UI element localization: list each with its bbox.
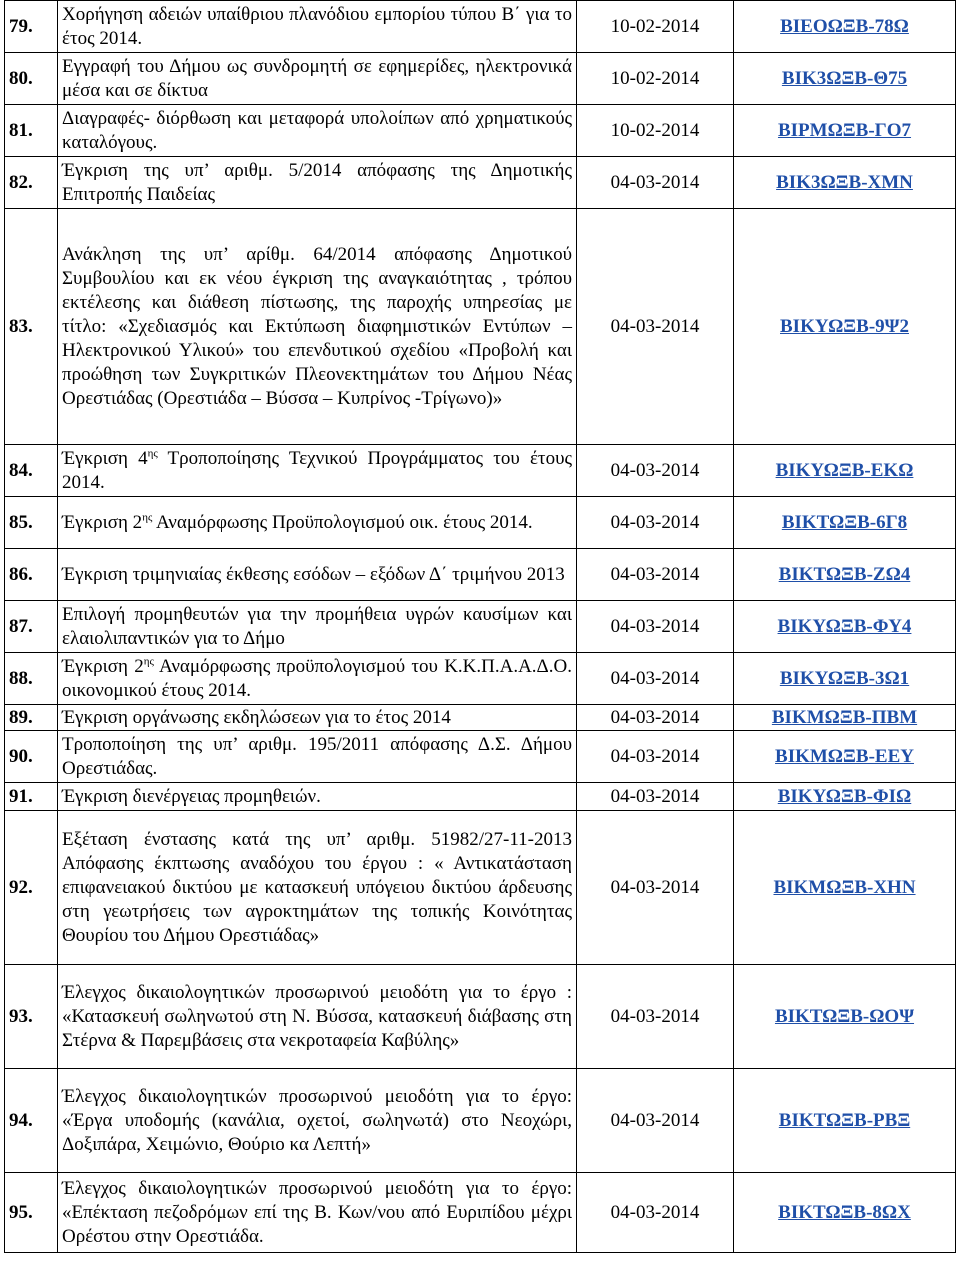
ada-cell <box>734 549 956 601</box>
item-description-text: Τροποποίησης Τεχνικού Προγράμματος του έτους 2014. <box>62 447 572 493</box>
ordinal-suffix: ης <box>147 447 158 460</box>
table-row <box>5 731 956 783</box>
item-description: Έγκριση της υπ’ αριθμ. 5/2014 απόφασης της Δημοτικής Επιτροπής Παιδείας <box>58 157 577 209</box>
item-number: 92. <box>5 811 58 965</box>
item-description <box>58 497 577 549</box>
ada-cell <box>734 1 956 53</box>
item-number: 81. <box>5 105 58 157</box>
table-row <box>5 653 956 705</box>
table-row <box>5 1173 956 1253</box>
item-description-text: Έγκριση 2 <box>62 655 144 677</box>
decision-date: 04-03-2014 <box>577 731 734 783</box>
ada-link[interactable]: ΒΙΚΜΩΞΒ-ΠΒΜ <box>771 706 918 728</box>
table-row <box>5 497 956 549</box>
table-row <box>5 811 956 965</box>
item-number: 87. <box>5 601 58 653</box>
ada-link[interactable]: ΒΙΡΜΩΞΒ-ΓΟ7 <box>777 119 912 141</box>
item-description-text: Έγκριση 4 <box>62 447 148 469</box>
decision-date: 04-03-2014 <box>577 1069 734 1173</box>
ada-link[interactable]: ΒΙΚΥΩΞΒ-ΦΥ4 <box>777 615 912 637</box>
item-description-text: Έγκριση 2 <box>62 511 143 533</box>
ada-cell <box>734 1173 956 1253</box>
decision-date: 04-03-2014 <box>577 445 734 497</box>
item-number: 83. <box>5 209 58 445</box>
item-description: Ανάκληση της υπ’ αρίθμ. 64/2014 απόφασης Δημοτικού Συμβουλίου και εκ νέου έγκριση της αναγκαιότητας , τρόπου εκτέλεσης και διάθεση πίστωσης, της παροχής υπηρεσίας με τίτλο: «Σχεδιασμός και Εκτύπωση διαφημιστικών Εντύπων – Ηλεκτρονικού Υλικού» του επενδυτικού σχεδίου «Προβολή και προώθηση των Συγκριτικών Πλεονεκτημάτων του Δήμου Νέας Ορεστιάδας (Ορεστιάδα – Βύσσα – Κυπρίνος -Τρίγωνο)» <box>58 209 577 445</box>
ada-link[interactable]: ΒΙΚ3ΩΞΒ-ΧΜΝ <box>776 171 913 193</box>
item-number: 86. <box>5 549 58 601</box>
ada-link[interactable]: ΒΙΚΤΩΞΒ-ΩΟΨ <box>774 1005 915 1027</box>
ada-cell <box>734 965 956 1069</box>
ada-cell <box>734 783 956 811</box>
ada-cell <box>734 209 956 445</box>
decision-date: 04-03-2014 <box>577 601 734 653</box>
item-number: 95. <box>5 1173 58 1253</box>
item-description: Έλεγχος δικαιολογητικών προσωρινού μειοδότη για το έργο: «Επέκταση πεζοδρόμων επί της Β. Κων/νου από Ευριπίδου μέχρι Ορέστου στην Ορεστιάδα. <box>58 1173 577 1253</box>
item-number: 80. <box>5 53 58 105</box>
item-description: Επιλογή προμηθευτών για την προμήθεια υγρών καυσίμων και ελαιολιπαντικών για το Δήμο <box>58 601 577 653</box>
table-row <box>5 209 956 445</box>
ada-link[interactable]: ΒΙΚΜΩΞΒ-ΧΗΝ <box>773 876 916 898</box>
table-row <box>5 1 956 53</box>
item-description: Τροποποίηση της υπ’ αριθμ. 195/2011 απόφασης Δ.Σ. Δήμου Ορεστιάδας. <box>58 731 577 783</box>
ada-cell <box>734 811 956 965</box>
item-number: 85. <box>5 497 58 549</box>
ada-link[interactable]: ΒΙΚΤΩΞΒ-6Γ8 <box>781 511 908 533</box>
table-row <box>5 783 956 811</box>
table-row <box>5 445 956 497</box>
item-description-text: Αναμόρφωσης προϋπολογισμού του Κ.Κ.Π.Α.Α.Δ.Ο. οικονομικού έτους 2014. <box>62 655 572 701</box>
item-description: Έλεγχος δικαιολογητικών προσωρινού μειοδότη για το έργο : «Κατασκευή σωληνωτού στη Ν. Βύσσα, κατασκευή διάβασης στη Στέρνα & Παρεμβάσεις στα νεκροταφεία Καβύλης» <box>58 965 577 1069</box>
item-number: 82. <box>5 157 58 209</box>
item-description: Έλεγχος δικαιολογητικών προσωρινού μειοδότη για το έργο: «Έργα υποδομής (κανάλια, οχετοί, σωληνωτά) στο Νεοχώρι, Δοξιπάρα, Χειμώνιο, Θούριο κα Λεπτή» <box>58 1069 577 1173</box>
table-row <box>5 1069 956 1173</box>
item-number: 93. <box>5 965 58 1069</box>
decision-date: 04-03-2014 <box>577 157 734 209</box>
ada-cell <box>734 157 956 209</box>
ada-link[interactable]: ΒΙΚ3ΩΞΒ-Θ75 <box>781 67 908 89</box>
ordinal-suffix: ης <box>142 511 153 524</box>
item-number: 89. <box>5 705 58 731</box>
item-number: 79. <box>5 1 58 53</box>
item-number: 91. <box>5 783 58 811</box>
decision-date: 04-03-2014 <box>577 783 734 811</box>
item-description-text: Αναμόρφωσης Προϋπολογισμού οικ. έτους 2014. <box>152 511 533 533</box>
item-description: Εγγραφή του Δήμου ως συνδρομητή σε εφημερίδες, ηλεκτρονικά μέσα και σε δίκτυα <box>58 53 577 105</box>
item-description: Χορήγηση αδειών υπαίθριου πλανόδιου εμπορίου τύπου Β΄ για το έτος 2014. <box>58 1 577 53</box>
ada-cell <box>734 601 956 653</box>
decision-date: 10-02-2014 <box>577 105 734 157</box>
decision-date: 04-03-2014 <box>577 209 734 445</box>
ada-cell <box>734 497 956 549</box>
decision-date: 04-03-2014 <box>577 811 734 965</box>
table-row <box>5 53 956 105</box>
ordinal-suffix: ης <box>143 655 154 668</box>
ada-cell <box>734 705 956 731</box>
item-description: Εξέταση ένστασης κατά της υπ’ αριθμ. 51982/27-11-2013 Απόφασης έκπτωσης αναδόχου του έργου : « Αντικατάσταση επιφανειακού δικτύου με κατασκευή υπόγειου δικτύου άρδευσης στη γεωτρήσεις των αγροκτημάτων της τοπικής Κοινότητας Θουρίου του Δήμου Ορεστιάδας» <box>58 811 577 965</box>
ada-cell <box>734 105 956 157</box>
ada-link[interactable]: ΒΙΚΤΩΞΒ-8ΩΧ <box>778 1201 911 1223</box>
table-row <box>5 157 956 209</box>
table-row <box>5 705 956 731</box>
ada-link[interactable]: ΒΙΕΟΩΞΒ-78Ω <box>780 15 909 37</box>
decision-date: 04-03-2014 <box>577 965 734 1069</box>
ada-link[interactable]: ΒΙΚΥΩΞΒ-ΕΚΩ <box>775 459 914 481</box>
table-row <box>5 601 956 653</box>
item-description <box>58 445 577 497</box>
table-row <box>5 105 956 157</box>
item-number: 88. <box>5 653 58 705</box>
decisions-table-body <box>5 1 956 1253</box>
ada-link[interactable]: ΒΙΚΥΩΞΒ-9Ψ2 <box>780 315 909 337</box>
ada-link[interactable]: ΒΙΚΥΩΞΒ-ΦΙΩ <box>777 785 912 807</box>
decision-date: 10-02-2014 <box>577 1 734 53</box>
ada-cell <box>734 653 956 705</box>
decision-date: 04-03-2014 <box>577 549 734 601</box>
ada-cell <box>734 731 956 783</box>
decision-date: 04-03-2014 <box>577 1173 734 1253</box>
decision-date: 04-03-2014 <box>577 653 734 705</box>
ada-cell <box>734 1069 956 1173</box>
ada-link[interactable]: ΒΙΚΤΩΞΒ-ΡΒΞ <box>778 1109 911 1131</box>
item-description: Έγκριση τριμηνιαίας έκθεσης εσόδων – εξόδων Δ΄ τριμήνου 2013 <box>58 549 577 601</box>
table-row <box>5 549 956 601</box>
decision-date: 04-03-2014 <box>577 705 734 731</box>
decision-date: 04-03-2014 <box>577 497 734 549</box>
ada-link[interactable]: ΒΙΚΤΩΞΒ-ΖΩ4 <box>778 563 911 585</box>
item-number: 84. <box>5 445 58 497</box>
item-description: Έγκριση οργάνωσης εκδηλώσεων για το έτος 2014 <box>58 705 577 731</box>
item-description: Διαγραφές- διόρθωση και μεταφορά υπολοίπων από χρηματικούς καταλόγους. <box>58 105 577 157</box>
table-row <box>5 965 956 1069</box>
ada-cell <box>734 445 956 497</box>
item-number: 90. <box>5 731 58 783</box>
ada-link[interactable]: ΒΙΚΜΩΞΒ-ΕΕΥ <box>775 745 914 767</box>
item-description: Έγκριση διενέργειας προμηθειών. <box>58 783 577 811</box>
decisions-table <box>4 0 956 1253</box>
ada-cell <box>734 53 956 105</box>
decision-date: 10-02-2014 <box>577 53 734 105</box>
item-number: 94. <box>5 1069 58 1173</box>
ada-link[interactable]: ΒΙΚΥΩΞΒ-3Ω1 <box>779 667 910 689</box>
item-description <box>58 653 577 705</box>
